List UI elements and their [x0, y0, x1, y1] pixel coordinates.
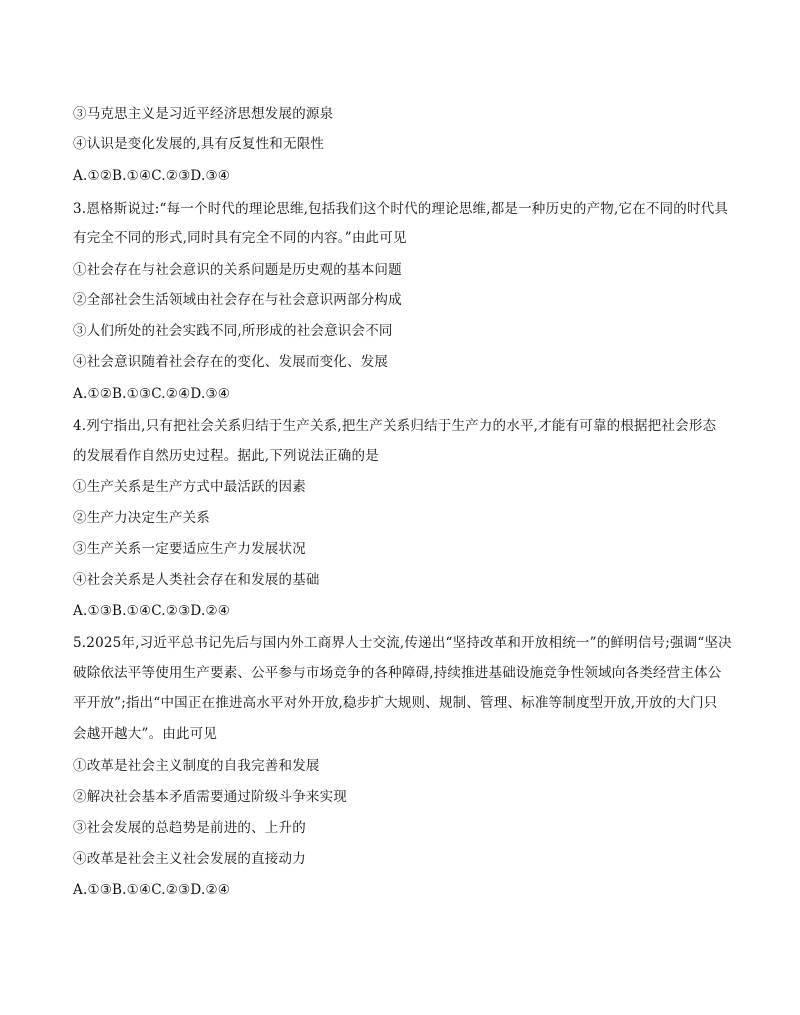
question-5-text: 破除依法平等使用生产要素、公平参与市场竞争的各种障碍,持续推进基础设施竞争性领域向各类经营主体公 — [73, 665, 722, 681]
question-5-text: 会越开越大”。由此可见 — [73, 726, 218, 742]
question-3-text: 3.恩格斯说过:“每一个时代的理论思维,包括我们这个时代的理论思维,都是一种历史的产物,它在不同的时代具 — [73, 201, 729, 217]
option-line: ①生产关系是生产方式中最活跃的因素 — [73, 479, 306, 495]
answer-choices: A.①②B.①④C.②③D.③④ — [73, 168, 231, 184]
option-line: ②全部社会生活领域由社会存在与社会意识两部分构成 — [73, 292, 402, 308]
option-line: ④社会意识随着社会存在的变化、发展而变化、发展 — [73, 354, 389, 370]
question-4-text: 的发展看作自然历史过程。据此,下列说法正确的是 — [73, 448, 379, 464]
answer-choices: A.①③B.①④C.②③D.②④ — [73, 603, 231, 619]
option-line: ②生产力决定生产关系 — [73, 510, 210, 526]
option-line: ③生产关系一定要适应生产力发展状况 — [73, 541, 306, 557]
option-line: ③马克思主义是习近平经济思想发展的源泉 — [73, 106, 334, 122]
option-line: ③人们所处的社会实践不同,所形成的社会意识会不同 — [73, 323, 393, 339]
question-5-text: 平开放”;指出“中国正在推进高水平对外开放,稳步扩大规则、规制、管理、标准等制度型开放,开放的大门只 — [73, 695, 718, 711]
answer-choices: A.①②B.①③C.②④D.③④ — [73, 386, 231, 402]
option-line: ②解决社会基本矛盾需要通过阶级斗争来实现 — [73, 789, 347, 805]
option-line: ④认识是变化发展的,具有反复性和无限性 — [73, 136, 325, 152]
question-3-text: 有完全不同的形式,同时具有完全不同的内容。”由此可见 — [73, 230, 407, 246]
option-line: ③社会发展的总趋势是前进的、上升的 — [73, 820, 306, 836]
question-5-text: 5.2025年,习近平总书记先后与国内外工商界人士交流,传递出“坚持改革和开放相统一”的鲜明信号;强调“坚决 — [73, 635, 732, 651]
option-line: ①社会存在与社会意识的关系问题是历史观的基本问题 — [73, 262, 402, 278]
option-line: ④社会关系是人类社会存在和发展的基础 — [73, 572, 320, 588]
question-4-text: 4.列宁指出,只有把社会关系归结于生产关系,把生产关系归结于生产力的水平,才能有可靠的根据把社会形态 — [73, 418, 717, 434]
answer-choices: A.①③B.①④C.②③D.②④ — [73, 882, 231, 898]
option-line: ④改革是社会主义社会发展的直接动力 — [73, 851, 306, 867]
option-line: ①改革是社会主义制度的自我完善和发展 — [73, 758, 320, 774]
